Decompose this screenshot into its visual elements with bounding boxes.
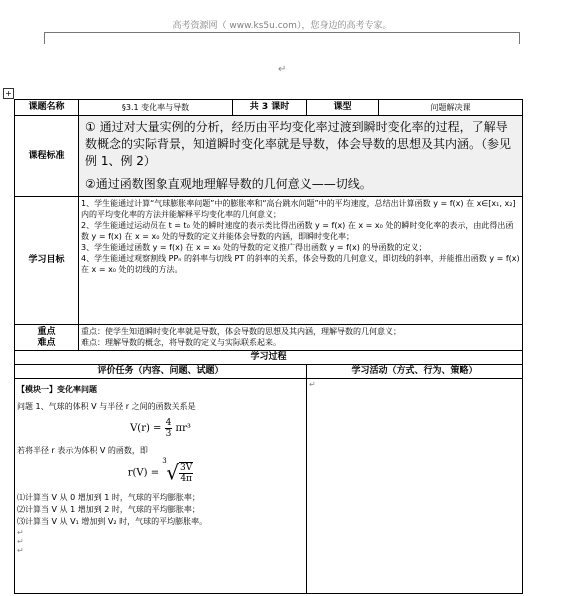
difficult-point-label: 难点 (37, 337, 56, 348)
module-title: 【模块一】变化率问题 (17, 385, 97, 394)
volume-formula (17, 418, 304, 439)
header-rule (44, 32, 520, 33)
site-header-text: 高考资源网（ www.ks5u.com），您身边的高考专家。 (172, 21, 392, 31)
paragraph-mark-icon: ↵ (278, 64, 287, 75)
learning-process-title: 学习过程 (15, 351, 523, 365)
subitem: ⑴计算当 V 从 0 增加到 1 时，气球的平均膨胀率； (17, 493, 200, 502)
tasks-cell (15, 379, 307, 594)
column-header-tasks: 评价任务（内容、问题、试题） (15, 365, 307, 379)
column-header-activities: 学习活动（方式、行为、策略） (307, 365, 523, 379)
question-1-text: 问题 1、气球的体积 V 与半径 r 之间的函数关系是 (17, 402, 196, 411)
difficult-point-text: 难点：理解导数的概念，将导数的定义与实际联系起来。 (81, 338, 281, 347)
empty-paragraph-marks (17, 528, 304, 555)
subitem: ⑵计算当 V 从 1 增加到 2 时，气球的平均膨胀率； (17, 505, 200, 514)
header-corner-right (519, 32, 520, 44)
lesson-hours: 共 3 课时 (233, 100, 307, 116)
key-point-text: 重点：使学生知道瞬时变化率就是导数，体会导数的思想及其内涵，理解导数的几何意义； (81, 327, 401, 336)
root-index: 3 (162, 457, 167, 465)
radius-formula-lhs: r(V) = (127, 467, 163, 479)
paragraph-mark-icon: ↵ (309, 380, 316, 389)
question-1-subitems (17, 492, 304, 527)
key-difficult-content (79, 325, 523, 351)
paragraph-mark-icon: ↵ (17, 537, 24, 546)
table-move-handle-icon[interactable]: + (3, 88, 14, 99)
subitem: ⑶计算当 V 从 V₁ 增加到 V₂ 时，气球的平均膨胀率。 (17, 517, 208, 526)
goal-item: 4、学生能通过观察割线 PPₙ 的斜率与切线 PT 的斜率的关系，体会导数的几何意义，即切线的斜率，并能推出函数 y = f(x) 在 x = x₀ 处的切线的方法。 (81, 254, 520, 274)
volume-fraction (165, 418, 173, 439)
course-title-label: 课题名称 (15, 100, 79, 116)
root-numerator: 3V (180, 463, 193, 473)
volume-formula-lhs: V(r) = (130, 423, 165, 434)
radius-formula (17, 457, 304, 485)
goal-item: 1、学生能通过计算“气球膨胀率问题”中的膨胀率和“高台跳水问题”中的平均速度，总结出计算函数 y = f(x) 在 x∈[x₁, x₂] 内的平均变化率的方法并能解释平均变化率的几何意义； (81, 199, 516, 219)
learning-goals-content (79, 197, 523, 325)
lesson-type-label: 课型 (307, 100, 379, 116)
root-fraction (179, 463, 193, 484)
key-point-label: 重点 (37, 326, 56, 337)
paragraph-mark-icon: ↵ (17, 546, 24, 555)
lesson-plan-table (14, 99, 523, 594)
course-standard-content (79, 116, 523, 197)
standard-paragraph-2: ②通过函数图象直观地理解导数的几何意义——切线。 (85, 177, 372, 191)
activities-cell (307, 379, 523, 594)
lesson-type-value: 问题解决课 (379, 100, 523, 116)
learning-goals-label: 学习目标 (15, 197, 79, 325)
key-difficult-label (15, 325, 79, 351)
header-corner-left (44, 32, 45, 44)
empty-paragraph-marks (309, 380, 520, 389)
paragraph-mark-icon: ↵ (17, 528, 24, 537)
volume-formula-rest: πr³ (175, 423, 191, 434)
root-denominator: 4π (180, 474, 192, 484)
goal-item: 2、学生能通过运动员在 t = t₀ 处的瞬时速度的表示类比得出函数 y = f(x) 在 x = x₀ 处的瞬时变化率的表示，由此得出函数 y = f(x) 在 x = x₀ 处的导数的定义并能体会导数的内涵，即瞬时变化率； (81, 221, 514, 241)
question-1b-text: 若将半径 r 表示为体积 V 的函数，即 (17, 446, 148, 455)
cube-root (162, 457, 193, 485)
standard-paragraph-1: ① 通过对大量实例的分析，经历由平均变化率过渡到瞬时变化率的过程，了解导数概念的实际背景，知道瞬时变化率就是导数，体会导数的思想及其内涵。（参见例 1、例 2） (85, 120, 512, 168)
course-standard-label: 课程标准 (15, 116, 79, 197)
fraction-denominator: 3 (165, 429, 172, 439)
radical-icon: √ (166, 460, 180, 485)
fraction-numerator: 4 (165, 418, 172, 428)
goal-item: 3、学生能通过函数 y = f(x) 在 x = x₀ 处的导数的定义推广得出函数 y = f(x) 的导函数的定义； (81, 243, 427, 252)
course-title-value: §3.1 变化率与导数 (79, 100, 233, 116)
